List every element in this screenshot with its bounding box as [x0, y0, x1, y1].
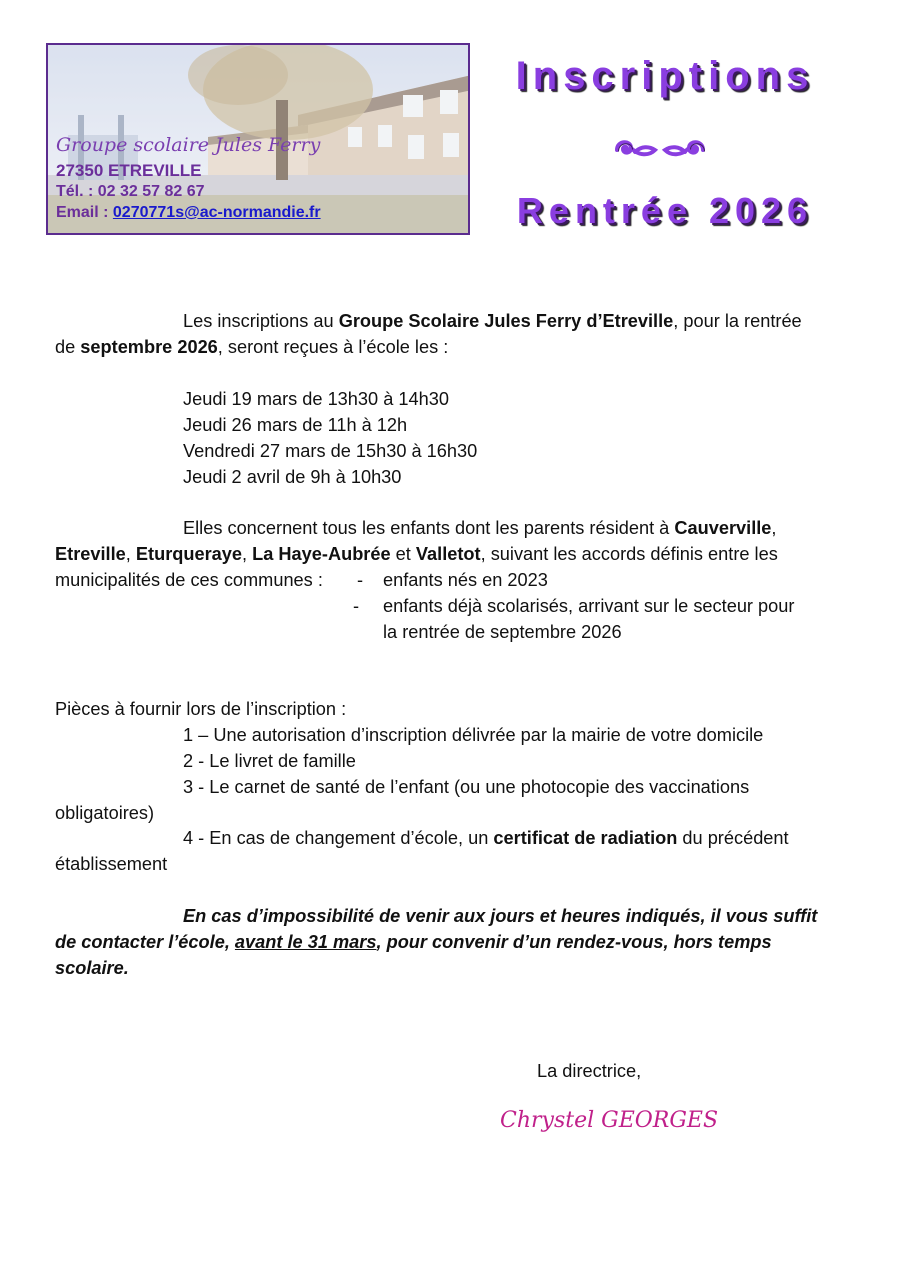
date-item: Jeudi 2 avril de 9h à 10h30	[183, 467, 402, 487]
bullet-dash: -	[357, 570, 364, 590]
concern-line-2: Etreville, Eturqueraye, La Haye-Aubrée et Valletot, suivant les accords définis entre les	[55, 544, 778, 564]
intro-line-2: de septembre 2026, seront reçues à l’école les :	[55, 337, 449, 357]
piece-item-continued: obligatoires)	[55, 803, 155, 823]
bullet-item: enfants nés en 2023	[383, 570, 548, 590]
school-phone: Tél. : 02 32 57 82 67	[56, 183, 205, 200]
bullet-item: enfants déjà scolarisés, arrivant sur le secteur pour	[383, 596, 795, 616]
bullet-dash: -	[353, 596, 360, 616]
notice-line-3: scolaire.	[55, 958, 129, 978]
school-header-card	[46, 43, 470, 235]
page-title: Inscriptions	[515, 54, 815, 98]
notice-line-1: En cas d’impossibilité de venir aux jours et heures indiqués, il vous suffit	[183, 906, 818, 926]
intro-line-1: Les inscriptions au Groupe Scolaire Jules Ferry d’Etreville, pour la rentrée	[183, 311, 802, 331]
signature-name: Chrystel GEORGES	[500, 1108, 719, 1133]
page-subtitle: Rentrée 2026	[516, 190, 814, 231]
email-label: Email :	[56, 204, 113, 221]
concern-line-1: Elles concernent tous les enfants dont les parents résident à Cauverville,	[183, 518, 777, 538]
notice-line-2: de contacter l’école, avant le 31 mars, pour convenir d’un rendez-vous, hors temps	[55, 932, 772, 952]
email-link[interactable]: 0270771s@ac-normandie.fr	[112, 204, 321, 221]
piece-item: 4 - En cas de changement d’école, un certificat de radiation du précédent	[183, 828, 789, 848]
bullet-item-continued: la rentrée de septembre 2026	[383, 622, 622, 642]
school-name: Groupe scolaire Jules Ferry	[56, 134, 321, 156]
piece-item-continued: établissement	[55, 854, 168, 874]
piece-item: 2 - Le livret de famille	[183, 751, 356, 771]
date-item: Jeudi 26 mars de 11h à 12h	[183, 415, 408, 435]
piece-item: 3 - Le carnet de santé de l’enfant (ou une photocopie des vaccinations	[183, 777, 750, 797]
pieces-heading: Pièces à fournir lors de l’inscription :	[55, 699, 347, 719]
date-item: Jeudi 19 mars de 13h30 à 14h30	[183, 389, 449, 409]
school-address: 27350 ETREVILLE	[56, 161, 202, 180]
signature-role: La directrice,	[537, 1061, 642, 1081]
school-email-line	[56, 204, 321, 222]
concern-line-3: municipalités de ces communes :	[55, 570, 323, 590]
piece-item: 1 – Une autorisation d’inscription délivrée par la mairie de votre domicile	[183, 725, 764, 745]
ornament-icon	[605, 134, 715, 166]
date-item: Vendredi 27 mars de 15h30 à 16h30	[183, 441, 478, 461]
